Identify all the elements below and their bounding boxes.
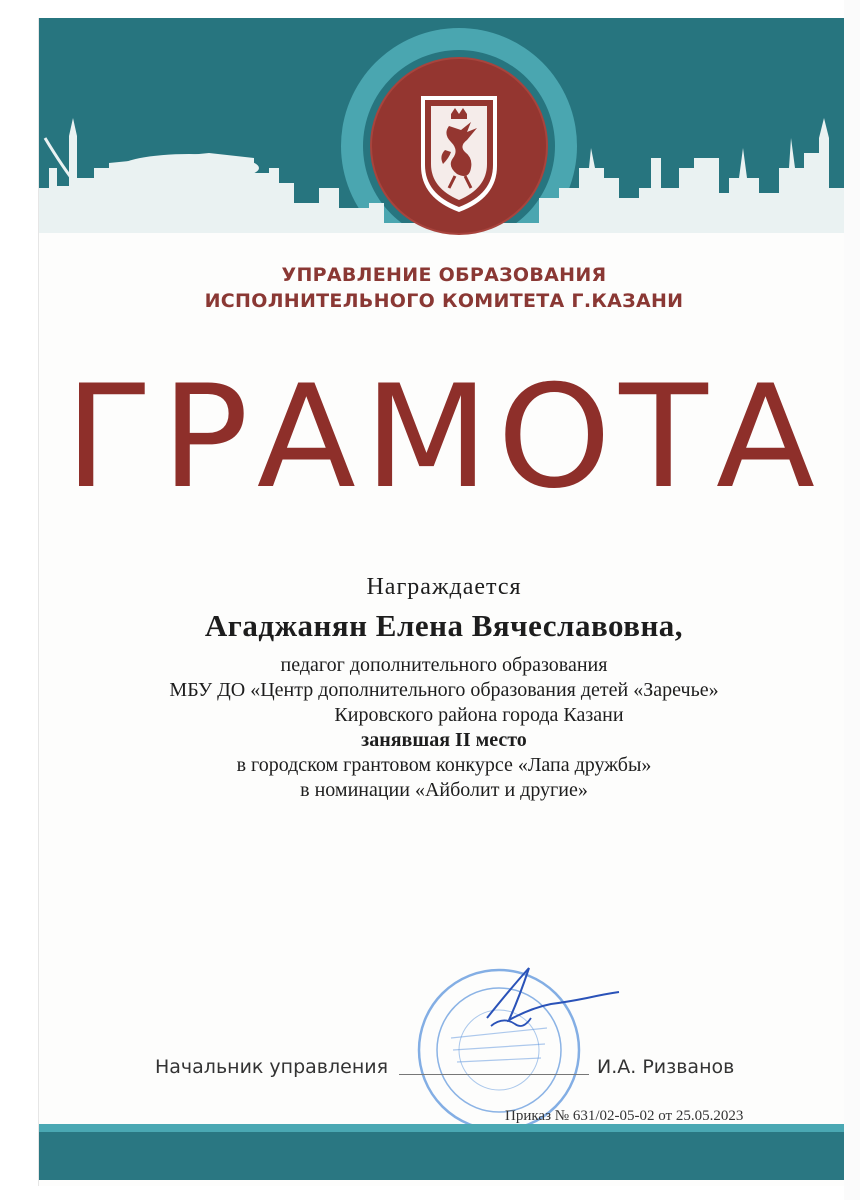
footer-band (39, 1124, 849, 1180)
kazan-coat-of-arms-icon (359, 46, 559, 246)
signatory-title: Начальник управления (155, 1056, 389, 1078)
awarded-label: Награждается (366, 574, 522, 600)
signature-line (399, 1074, 589, 1075)
signatory-name: И.А. Ризванов (597, 1056, 735, 1078)
department-line-1: УПРАВЛЕНИЕ ОБРАЗОВАНИЯ (281, 264, 607, 286)
nomination-name: в номинации «Айболит и другие» (300, 779, 588, 801)
footer-stripe (39, 1124, 849, 1132)
certificate-sheet (38, 18, 848, 1186)
order-reference: Приказ № 631/02-05-02 от 25.05.2023 (505, 1108, 744, 1124)
recipient-district: Кировского района города Казани (334, 704, 624, 726)
certificate-title: ГРАМОТА (64, 355, 824, 520)
recipient-position: педагог дополнительного образования (280, 654, 608, 676)
award-place: занявшая II место (361, 729, 527, 751)
page-edge (844, 0, 860, 1200)
recipient-organization: МБУ ДО «Центр дополнительного образования детей «Заречье» (169, 679, 719, 701)
recipient-name: Агаджанян Елена Вячеславовна, (204, 608, 684, 643)
department-line-2: ИСПОЛНИТЕЛЬНОГО КОМИТЕТА Г.КАЗАНИ (204, 290, 684, 312)
contest-name: в городском грантовом конкурсе «Лапа дружбы» (236, 754, 652, 776)
